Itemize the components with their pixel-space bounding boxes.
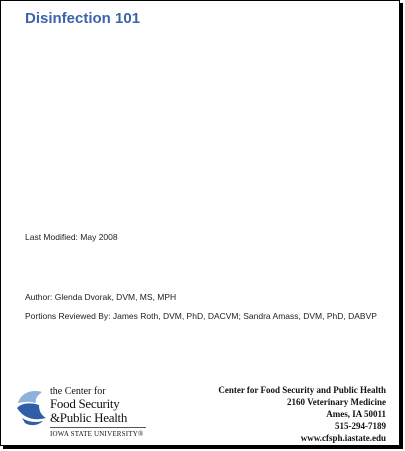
cfsph-logo: [13, 385, 148, 443]
document-title: Disinfection 101: [25, 10, 141, 27]
address-block: [218, 384, 386, 444]
logo-divider: [50, 427, 146, 428]
address-org: Center for Food Security and Public Health: [218, 385, 386, 395]
logo-text-line3: &Public Health: [50, 410, 128, 425]
address-web: www.cfsph.iastate.edu: [300, 433, 386, 443]
address-phone: 515-294-7189: [335, 421, 386, 431]
logo-university: IOWA STATE UNIVERSITY®: [50, 430, 144, 438]
reviewed-by-line: Portions Reviewed By: James Roth, DVM, PhD, DACVM; Sandra Amass, DVM, PhD, DABVP: [25, 311, 377, 321]
page-shadow-right: [400, 3, 403, 449]
last-modified: Last Modified: May 2008: [25, 232, 118, 242]
cfsph-logo-icon: [15, 387, 49, 427]
address-street: 2160 Veterinary Medicine: [287, 397, 386, 407]
page-shadow-bottom: [3, 446, 403, 449]
author-line: Author: Glenda Dvorak, DVM, MS, MPH: [25, 292, 177, 302]
logo-text-line1: the Center for: [50, 386, 106, 397]
address-city: Ames, IA 50011: [326, 409, 386, 419]
logo-text-line2: Food Security: [50, 396, 120, 411]
